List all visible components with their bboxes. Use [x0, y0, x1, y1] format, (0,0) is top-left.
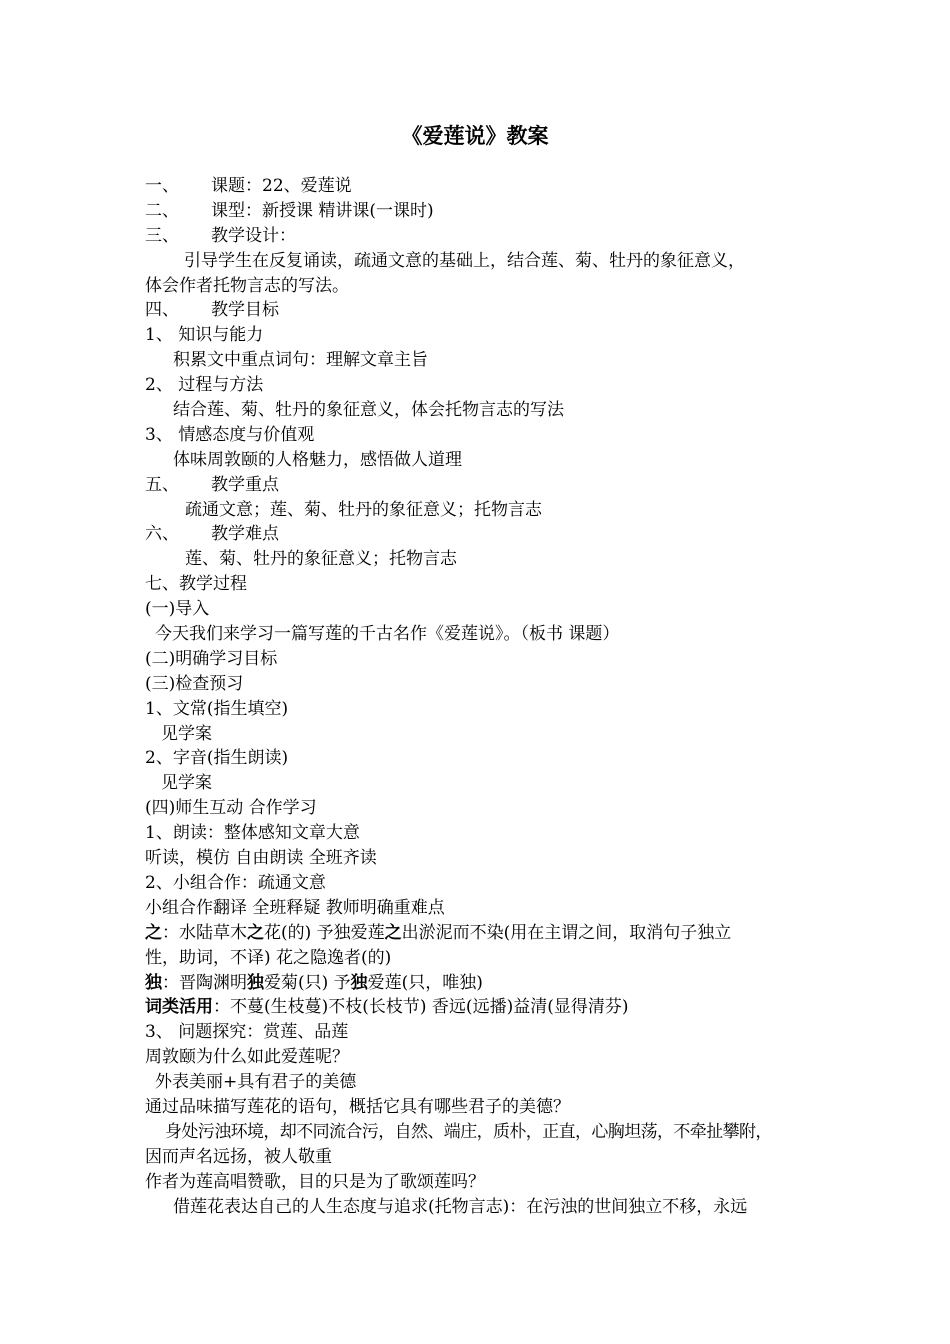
keyword: 之 [384, 922, 402, 943]
section-number: 三、 [145, 225, 179, 246]
section-text: 教学设计： [211, 225, 296, 246]
line-31 [145, 921, 825, 946]
document-title: 《爱莲说》教案 [401, 123, 549, 148]
section-text: 教学重点 [211, 474, 279, 495]
section-number: 五、 [145, 474, 179, 495]
line-18: (一)导入 [145, 599, 210, 620]
line-37: 外表美丽+具有君子的美德 [155, 1072, 357, 1093]
line-41: 作者为莲高唱赞歌，目的只是为了歌颂莲吗？ [145, 1171, 485, 1192]
line-text: ：不蔓(生枝蔓)不枝(长枝节) 香远(远播)益清(显得清芬) [213, 997, 629, 1018]
line-21: (三)检查预习 [145, 673, 244, 694]
line-text: ：晋陶渊明 [162, 972, 247, 993]
line-39: 身处污浊环境，却不同流合污，自然、端庄，质朴，正直，心胸坦荡，不牵扯攀附， [165, 1121, 772, 1142]
line-20: (二)明确学习目标 [145, 648, 278, 669]
keyword: 独 [145, 972, 162, 993]
line-35: 3、 问题探究：赏莲、品莲 [145, 1022, 349, 1043]
section-number: 一、 [145, 176, 179, 196]
line-text: 花(的) 予独爱莲 [264, 922, 385, 943]
line-5: 体会作者托物言志的写法。 [145, 275, 349, 296]
line-12: 体味周敦颐的人格魅力，感悟做人道理 [173, 449, 462, 470]
line-24: 2、字音(指生朗读) [145, 748, 289, 769]
line-34 [145, 995, 825, 1020]
keyword: 独 [247, 972, 264, 993]
section-text: 课题：22、爱莲说 [211, 176, 352, 196]
line-15 [145, 522, 825, 547]
line-38: 通过品味描写莲花的语句，概括它具有哪些君子的美德？ [145, 1096, 570, 1117]
line-text: 爱莲(只，唯独) [367, 972, 483, 993]
line-2 [145, 199, 825, 224]
line-28: 听读，模仿 自由朗读 全班齐读 [145, 848, 377, 869]
line-13 [145, 473, 825, 498]
line-27: 1、朗读：整体感知文章大意 [145, 823, 360, 844]
line-8: 积累文中重点词句：理解文章主旨 [173, 350, 428, 371]
line-19: 今天我们来学习一篇写莲的千古名作《爱莲说》。（板书 课题） [155, 624, 620, 645]
line-16: 莲、菊、牡丹的象征意义；托物言志 [185, 549, 457, 570]
line-25: 见学案 [161, 773, 212, 794]
line-7: 1、 知识与能力 [145, 325, 264, 346]
section-number: 六、 [145, 524, 179, 545]
line-23: 见学案 [161, 723, 212, 744]
section-text: 课型：新授课 精讲课(一课时) [211, 200, 434, 221]
line-6 [145, 298, 825, 323]
line-29: 2、小组合作：疏通文意 [145, 872, 326, 893]
line-9: 2、 过程与方法 [145, 375, 264, 396]
line-32: 性，助词，不译) 花之隐逸者(的) [145, 947, 392, 968]
section-number: 二、 [145, 200, 179, 221]
line-40: 因而声名远扬，被人敬重 [145, 1146, 332, 1167]
line-33 [145, 971, 825, 996]
line-3 [145, 224, 825, 249]
keyword: 之 [247, 922, 264, 943]
line-30: 小组合作翻译 全班释疑 教师明确重难点 [145, 897, 445, 918]
line-26: (四)师生互动 合作学习 [145, 798, 317, 819]
document-body [145, 174, 825, 1219]
keyword: 之 [145, 922, 162, 943]
line-10: 结合莲、菊、牡丹的象征意义，体会托物言志的写法 [173, 400, 564, 421]
line-36: 周敦颐为什么如此爱莲呢？ [145, 1047, 349, 1068]
line-42: 借莲花表达自己的人生态度与追求(托物言志)：在污浊的世间独立不移，永远 [173, 1196, 748, 1217]
line-text: ：水陆草木 [162, 922, 247, 943]
line-11: 3、 情感态度与价值观 [145, 424, 315, 445]
line-text: 爱菊(只) 予 [264, 972, 351, 993]
section-text: 教学难点 [211, 524, 279, 545]
line-17: 七、教学过程 [145, 574, 247, 595]
line-1 [145, 174, 825, 199]
section-number: 四、 [145, 300, 179, 321]
keyword: 词类活用 [145, 997, 213, 1018]
line-text: 出淤泥而不染(用在主谓之间，取消句子独立 [401, 922, 732, 943]
line-4: 引导学生在反复诵读，疏通文意的基础上，结合莲、菊、牡丹的象征意义， [184, 250, 745, 271]
line-22: 1、文常(指生填空) [145, 698, 289, 719]
keyword: 独 [350, 972, 368, 993]
section-text: 教学目标 [211, 300, 279, 321]
line-14: 疏通文意；莲、菊、牡丹的象征意义；托物言志 [185, 499, 542, 520]
